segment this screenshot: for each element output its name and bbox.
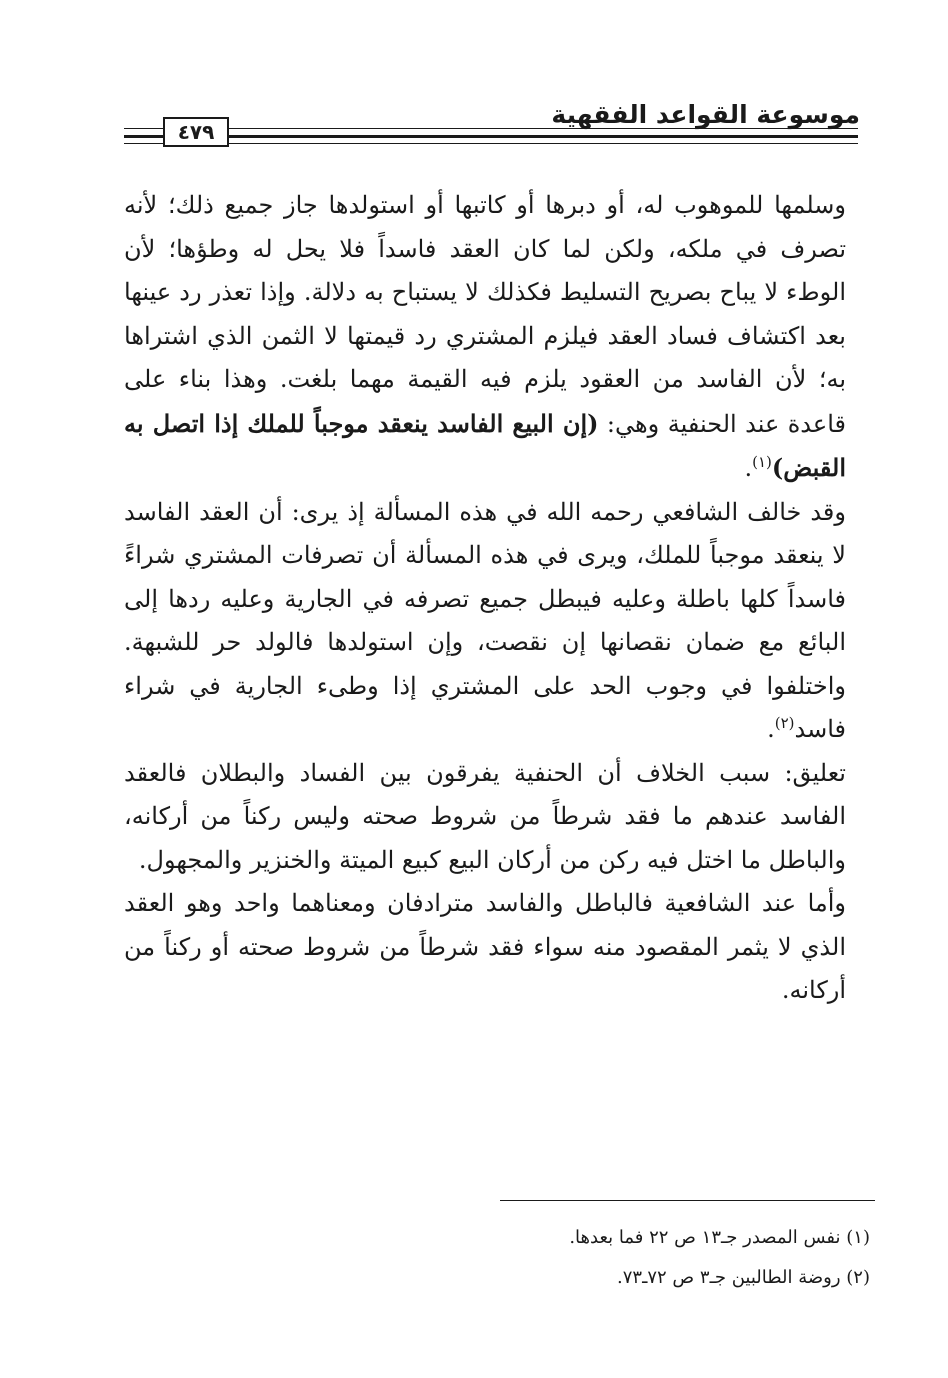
paragraph-text: وسلمها للموهوب له، أو دبرها أو كاتبها أو استولدها جاز جميع ذلك؛ لأنه تصرف في ملكه، ولكن لما كان العقد فاسداً فلا يحل له وطؤها؛ لأن الوطء لا يباح بصريح التسليط فكذلك لا يستباح به دلالة. وإذا تعذر رد عينها بعد اكتشاف فساد العقد فيلزم المشتري رد قيمتها لا الثمن الذي اشتراها به؛ لأن الفاسد من العقود يلزم فيه القيمة مهما بلغت. وهذا بناء على قاعدة عند الحنفية وهي: bbox=[124, 191, 846, 438]
paragraph bbox=[124, 882, 846, 1013]
footnote-marker: (١) bbox=[752, 453, 772, 471]
rule-quote: (إن البيع الفاسد ينعقد موجباً للملك إذا اتصل به القبض) bbox=[124, 408, 846, 482]
paragraph-text: وقد خالف الشافعي رحمه الله في هذه المسألة إذ يرى: أن العقد الفاسد لا ينعقد موجباً للملك، ويرى في هذه المسألة أن تصرفات المشتري شراءً فاسداً كلها باطلة وعليه فيبطل جميع تصرفه في الجارية وعليه ردها إلى البائع مع ضمان نقصانها إن نقصت، وإن استولدها فالولد حر للشبهة. واختلفوا في وجوب الحد على المشتري إذا وطىء الجارية في شراء فاسد bbox=[124, 497, 847, 743]
header-rule-middle bbox=[124, 135, 858, 138]
paragraph-text: وأما عند الشافعية فالباطل والفاسد مترادفان ومعناهما واحد وهو العقد الذي لا يثمر المقصود منه سواء فقد شرطاً من شروط صحته أو ركناً من أركانه. bbox=[124, 889, 846, 1004]
footnote: (١) نفس المصدر جـ١٣ ص ٢٢ فما بعدها. bbox=[569, 1227, 870, 1248]
paragraph-end: . bbox=[744, 454, 753, 482]
paragraph-end: . bbox=[767, 715, 775, 743]
paragraph bbox=[124, 491, 846, 752]
main-text bbox=[124, 184, 846, 1013]
header-rule-bottom bbox=[124, 143, 858, 144]
footnote-separator bbox=[500, 1200, 875, 1201]
header-rule-top bbox=[124, 128, 858, 129]
paragraph bbox=[124, 184, 846, 491]
paragraph bbox=[124, 752, 846, 883]
running-header-title: موسوعة القواعد الفقهية bbox=[551, 100, 860, 129]
footnote-marker: (٢) bbox=[774, 714, 795, 732]
page-number: ٤٧٩ bbox=[163, 117, 229, 147]
paragraph-text: تعليق: سبب الخلاف أن الحنفية يفرقون بين الفساد والبطلان فالعقد الفاسد عندهم ما فقد شرطاً من شروط صحته وليس ركناً من أركانه، والباطل ما اختل فيه ركن من أركان البيع كبيع الميتة والخنزير والمجهول. bbox=[124, 758, 846, 874]
footnote: (٢) روضة الطالبين جـ٣ ص ٧٢ـ٧٣. bbox=[617, 1267, 870, 1288]
footnotes bbox=[569, 1218, 870, 1298]
